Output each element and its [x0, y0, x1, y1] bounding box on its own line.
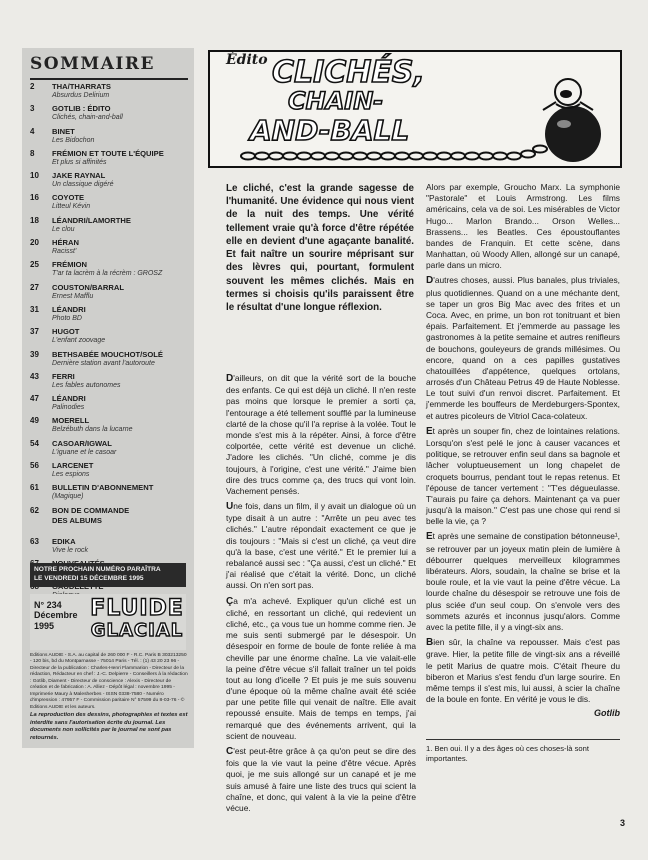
footnote: 1. Ben oui. Il y a des âges où ces choses-là sont importantes. — [426, 744, 589, 763]
table-of-contents — [30, 82, 192, 604]
toc-author: LÉANDRI — [52, 394, 86, 404]
fluide-glacial-logo — [90, 596, 184, 646]
toc-story-title: Le clou — [52, 225, 75, 233]
toc-page-number: 8 — [30, 148, 35, 158]
toc-story-title: Les espions — [52, 471, 90, 479]
issue-year: 1995 — [34, 620, 55, 631]
notice-line-2: LE VENDREDI 15 DÉCEMBRE 1995 — [34, 574, 144, 582]
issue-info — [34, 600, 78, 631]
intro-paragraph: Le cliché, c'est la grande sagesse de l'humanité. Une évidence qui nous vient de la nuit des temps. Une vérité tellement vraie qu'à force d'être répétée elle en devient d'une agaçante banalité. Et fait naître un sourire méprisant sur des lèvres qui, pourtant, formulent souvent les mêmes clichés. Mais en termes si choisis qu'ils paraissent être le résultat d'une longue réflexion. — [226, 183, 414, 313]
paragraph-text: Alors par exemple, Groucho Marx. La symphonie "Pastorale" et Louis Armstrong. Les films américains, cela va de soi. Les misérables de Victor Hugo... Marlon Brando... Orson Welles... Brassens... les Beatles. Ces époustouflantes bandes de Franquin. Et cette scène, dans Manhattan, où Woody Allen, allongé sur un canapé, parle dans un micro. — [426, 182, 620, 271]
toc-page-number: 37 — [30, 327, 39, 337]
article-paragraph — [426, 182, 620, 271]
paragraph-text: t après un souper fin, chez de lointaines relations. Lorsqu'on s'est pelé le jonc à causer vacances et politique, se retrouver enfin seul dans sa bagnole et lâcher voluptueusement un long chapelet de croquets bourrus, pendant tout le repas retenus. Et l'épouse de tancer vertement : "T'es dégueulasse. T'aurais pu faire ça dehors. Maintenant ça va puer jusqu'à la maison." C'est pas une chose qui rend si belle la vie, ça ? — [426, 425, 620, 527]
toc-page-number: 10 — [30, 171, 39, 181]
toc-item — [30, 238, 192, 258]
toc-author: CASOAR/IGWAL — [52, 438, 112, 448]
toc-author: COUSTON/BARRAL — [52, 282, 124, 292]
paragraph-initial: Ç — [226, 595, 234, 607]
toc-item — [30, 439, 192, 459]
paragraph-text: 'autres choses, aussi. Plus banales, plus triviales, plus quotidiennes. Quand on a une méchante dent, se taper un gros Big Mac avec des frites et un Coca. Avec, en prime, un bon rot tonitruant et bien épais. Parfaitement. Et j'emmerde au passage les gastronomes à la petite semaine et autres renifleurs de bouchons, gouleyeurs de grands millésimes. Ou encore, quand on a ces papilles gustatives chatouillées d'appétence, quelques ortolans, arrosés d'un Château Petrus 49 de Haute Noblesse. Le tout suivi d'un renvoi discret. Parfaitement. Et j'emmerde les bouffeurs de Merdeburgers-Spontex, et autres picoleurs de Vitriol Caca-colateux. — [426, 275, 620, 421]
toc-story-title: Clichés, chain-and-ball — [52, 114, 123, 122]
toc-story-title: (Magique) — [52, 493, 84, 501]
logo-line-1: FLUIDE — [90, 596, 184, 621]
toc-item — [30, 171, 192, 191]
toc-page-number: 62 — [30, 505, 39, 515]
toc-page-number: 39 — [30, 349, 39, 359]
footnote-rule — [426, 739, 620, 740]
page-number: 3 — [620, 818, 626, 828]
toc-item — [30, 350, 192, 370]
toc-author: LÉANDRI — [52, 304, 86, 314]
toc-page-number: 2 — [30, 82, 35, 91]
toc-story-title: Litteul Kévin — [52, 203, 91, 211]
toc-author: FRÉMION ET TOUTE L'ÉQUIPE — [52, 148, 164, 158]
toc-item — [30, 483, 192, 503]
toc-author: COYOTE — [52, 193, 85, 203]
toc-item — [30, 104, 192, 124]
article-paragraph — [226, 595, 416, 742]
next-issue-notice — [30, 563, 186, 587]
toc-story-title: Un classique digéré — [52, 181, 114, 189]
toc-item — [30, 260, 192, 280]
paragraph-initial: C — [226, 745, 234, 757]
article-paragraph — [426, 274, 620, 421]
author-signature: Gotlib — [594, 708, 620, 719]
edito-label: Édito — [226, 52, 268, 68]
article-paragraph — [226, 745, 416, 814]
paragraph-text: t après une semaine de constipation bétonneuse¹, se retrouver par un joyeux matin plein de lumière à débourrer quelques merveilleux kilogrammes libérateurs. Alors, soudain, la chaîne se brise et la boule roule, et la vie vaut la peine d'être vécue. La lourde chaîne du désespoir se retrouve une fois de plus sciée d'un seul coup. On s'envole vers des sommets azurés et inconnus jusqu'alors. Comme avec la petite fille, il y a vingt-six ans. — [426, 531, 620, 632]
toc-page-number: 16 — [30, 193, 39, 203]
toc-story-title: Absurdus Delirium — [52, 92, 110, 99]
toc-item — [30, 327, 192, 347]
toc-page-number: 20 — [30, 238, 39, 248]
article-paragraph — [426, 636, 620, 705]
toc-story-title: Belzébuth dans la lucarne — [52, 426, 133, 434]
toc-author: HÉRAN — [52, 238, 80, 248]
toc-author: HUGOT — [52, 327, 80, 337]
toc-author: BINET — [52, 126, 75, 136]
toc-item — [30, 216, 192, 236]
article-column-1 — [226, 372, 416, 817]
toc-page-number: 3 — [30, 104, 35, 114]
toc-author: MOERELL — [52, 416, 90, 426]
sommaire-rule — [30, 78, 188, 80]
toc-story-title: Et plus si affinités — [52, 158, 107, 166]
toc-author: FRÉMION — [52, 260, 88, 270]
logo-line-2: GLACIAL — [90, 620, 184, 641]
toc-story-title: Les Bidochon — [52, 136, 95, 144]
toc-story-title: T'ar ta lacrèm à la récrèm : GROSZ — [52, 270, 163, 278]
toc-author: GOTLIB : ÉDITO — [52, 104, 111, 114]
headline-line-1: CLICHÉS, — [272, 55, 425, 90]
toc-page-number: 18 — [30, 215, 39, 225]
paragraph-initial: D — [226, 373, 234, 384]
toc-story-title: Vive le rock — [52, 546, 89, 554]
article-paragraph — [226, 372, 416, 497]
toc-item — [30, 461, 192, 481]
article-paragraph — [226, 500, 416, 592]
toc-author: EDIKA — [52, 536, 76, 546]
toc-page-number: 61 — [30, 483, 39, 493]
sommaire-title: SOMMAIRE — [30, 54, 155, 74]
notice-line-1: NOTRE PROCHAIN NUMÉRO PARAÎTRA — [34, 566, 161, 573]
toc-item — [30, 127, 192, 147]
toc-page-number: 47 — [30, 394, 39, 404]
toc-author: LÉANDRI/LAMORTHE — [52, 215, 131, 225]
toc-story-title: Palinodies — [52, 404, 85, 412]
issue-box — [30, 594, 186, 650]
toc-page-number: 63 — [30, 536, 39, 546]
paragraph-initial: E — [426, 425, 433, 437]
paragraph-text: 'ailleurs, on dit que la vérité sort de la bouche des enfants. Ce qui est déjà un cliché. Il n'en reste pas moins que lorsque le premier a sorti ça, l'entourage a été tellement soufflé par la lumineuse clarté de la chose qu'il l'a reprise à la volée. Tout le monde s'est mis à la répéter. Ainsi, à force d'être colportée, cette vérité est devenue un cliché. J'adore les clichés. "Un cliché, comme je dis toujours, à l'origine, c'est une vérité." J'aime bien dire des trucs comme ça, des trucs qui vont loin. Vachement pensés. — [226, 373, 416, 496]
toc-item — [30, 394, 192, 414]
paragraph-text: ien sûr, la chaîne va repousser. Mais c'est pas grave. Hier, la petite fille de vingt-six ans a réveillé le petit Marius de quatre mois. C'était l'heure du biberon et Marius s'est fendu d'un large sourire. En même temps il s'est mis, lui aussi, à scier la chaîne de la boule en fonte. En vérité je vous le dis. — [426, 637, 620, 705]
paragraph-text: ne fois, dans un film, il y avait un dialogue où un type disait à un autre : "Arrête un peu avec tes clichés." L'autre répondait exactement ce que je dis toujours : "Mais si c'est un cliché, ça veut dire qu'à la base, c'est une vérité." Et le premier lui a rebalancé aussi sec : "Ça aussi, c'est un cliché." Et j'ai réalisé que c'était la vérité. Donc, un cliché aussi. On n'en sort pas. — [226, 501, 416, 591]
toc-item — [30, 372, 192, 392]
toc-author-line-2: DES ALBUMS — [52, 515, 102, 525]
toc-author: LARCENET — [52, 461, 94, 471]
toc-story-title: Photo BD — [52, 314, 82, 322]
toc-author: BULLETIN D'ABONNEMENT — [52, 483, 154, 493]
paragraph-text: a m'a achevé. Expliquer qu'un cliché est un cliché, en ressortant un cliché, qui redevient un cliché, etc., ça vous tue un homme comme rien. Je me suis senti submergé par le désespoir. Un désespoir en forme de boule de fonte reliée à ma cheville par une énorme chaîne. La vie valait-elle la peine d'être vécue s'il fallait traîner un tel poids tout au long d'icelle ? Et puis je me suis souvenu d'une époque où la même chaîne avait été sciée par une petite fille qui venait de naître. Elle avait repoussé ensuite. Mais de temps en temps, j'ai remarqué que des événements arrivent, qui la scient de nouveau. — [226, 595, 416, 741]
headline-line-3: AND-BALL — [250, 114, 410, 147]
toc-page-number: 4 — [30, 126, 35, 136]
toc-item — [30, 283, 192, 303]
toc-page-number: 54 — [30, 438, 39, 448]
toc-page-number: 56 — [30, 461, 39, 471]
toc-page-number: 27 — [30, 282, 39, 292]
article-column-2 — [426, 182, 620, 720]
toc-story-title: L'enfant zoovage — [52, 337, 106, 345]
toc-story-title: Racisst' — [52, 248, 77, 256]
headline-line-2: CHAIN- — [288, 87, 384, 115]
paragraph-initial: E — [426, 531, 433, 543]
toc-item — [30, 82, 192, 102]
toc-author: FERRI — [52, 371, 75, 381]
paragraph-initial: U — [226, 501, 234, 513]
issue-number: N° 234 — [34, 600, 62, 610]
toc-item — [30, 193, 192, 213]
toc-story-title: L'iguane et le casoar — [52, 448, 117, 456]
toc-item — [30, 506, 192, 535]
toc-item — [30, 149, 192, 169]
toc-item — [30, 537, 192, 557]
toc-page-number: 25 — [30, 260, 39, 270]
paragraph-initial: D — [426, 275, 434, 287]
article-paragraph — [426, 530, 620, 633]
toc-item — [30, 416, 192, 436]
paragraph-initial: B — [426, 637, 434, 649]
toc-page-number: 49 — [30, 416, 39, 426]
paragraph-text: 'est peut-être grâce à ça qu'on peut se dire des fois que la vie vaut la peine d'être vécue. Après quoi, je me suis allongé sur un canapé et je me suis amusé à faire une liste des trucs qui scient la chaîne, et donc, qui valent à la vie la peine d'être vécue. — [226, 745, 416, 813]
toc-story-title: Les fables autonomes — [52, 381, 121, 389]
toc-story-title: Ernest Mafflu — [52, 292, 94, 300]
toc-story-title: Dernière station avant l'autoroute — [52, 359, 155, 367]
reproduction-notice: La reproduction des dessins, photographies et textes est interdite sans l'autorisation écrite du journal. Les documents non sollicités par le journal ne sont pas retournés. — [30, 712, 188, 741]
toc-author: BETHSABÉE MOUCHOT/SOLÉ — [52, 349, 163, 359]
imprint-text: Editions AUDIE - S.A. au capital de 260 000 F - R.C. Paris B 303213250 - 120 bis, bd du Montparnasse - 75014 Paris - Tél. : (1) 43 20 23 96 - Directeur de la publication : Charles-Henri Flammarion - Directeur de la rédaction, Rédacteur en chef : J.-C. Delpierre - Conseillers à la rédaction : Gotlib, Diament - Directeur de conscience : Alexis - Directeur de création et de fabrication : A. Alliez - Dépôt légal : novembre 1995 - Imprimerie Maury à Malesherbes - ISSN 0338-7580 - Numéro d'impression : 47957 F - Commission paritaire N° 57599 du 8-03-76 - © Editions AUDIE et les auteurs. — [30, 653, 188, 710]
toc-author: THA/THARRATS — [52, 82, 111, 91]
toc-author: BON DE COMMANDE — [52, 505, 130, 515]
toc-page-number: 31 — [30, 304, 39, 314]
toc-author: JAKE RAYNAL — [52, 171, 106, 181]
toc-item — [30, 305, 192, 325]
article-paragraph — [426, 425, 620, 528]
toc-page-number: 43 — [30, 371, 39, 381]
issue-month: Décembre — [34, 610, 78, 621]
